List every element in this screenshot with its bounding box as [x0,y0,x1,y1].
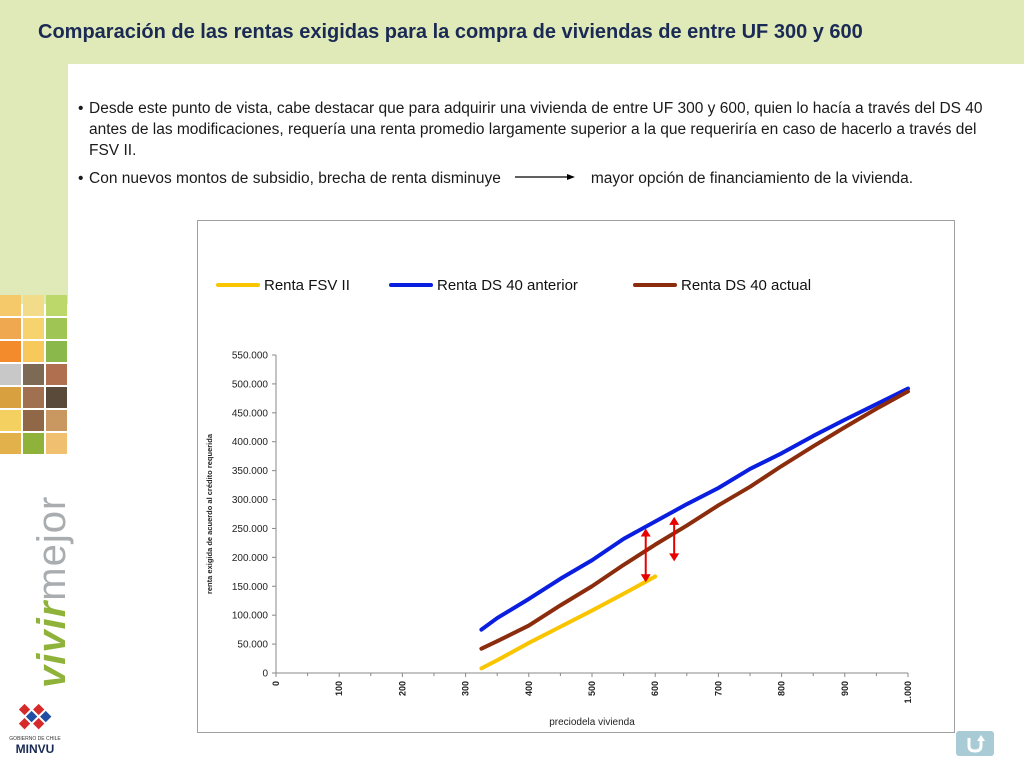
mosaic-tile [46,364,67,385]
bullet-item [78,168,1000,189]
x-tick-label: 400 [523,681,534,697]
y-tick-label: 450.000 [231,408,268,420]
mosaic-tile [46,295,67,316]
x-tick-label: 500 [587,681,597,697]
series-line [481,389,908,630]
legend-label: Renta DS 40 anterior [437,277,578,294]
logo-org-text: MINVU [15,742,55,756]
y-tick-label: 300.000 [231,495,268,507]
mosaic-tile [0,364,21,385]
side-band [0,64,68,304]
x-tick-label: 700 [713,681,724,697]
right-arrow-icon [515,172,575,182]
legend-label: Renta FSV II [264,277,350,294]
series-line [481,391,908,648]
mosaic-tile [23,364,44,385]
mosaic-tile [46,410,67,431]
logo-gov-text: GOBIERNO DE CHILE [9,736,61,742]
brand-text-light: mejor [30,495,74,601]
bullet-marker: • [78,100,84,117]
brand-text-strong: vivir [30,600,74,688]
bullet-text-before-arrow: Con nuevos montos de subsidio, brecha de renta disminuye [89,170,501,187]
gap-arrow-head-up [669,517,679,525]
y-tick-label: 400.000 [231,437,268,449]
bullet-list [78,98,1000,196]
y-tick-label: 250.000 [231,523,268,535]
series-line [481,576,655,668]
mosaic-tile [0,433,21,454]
line-chart [198,221,954,732]
slide-title: Comparación de las rentas exigidas para la compra de viviendas de entre UF 300 y 600 [38,21,863,43]
y-tick-label: 200.000 [231,552,268,564]
y-axis-label: renta exigida de acuerdo al crédito requerida [205,433,214,595]
y-tick-label: 550.000 [231,350,268,362]
mosaic-tile [23,387,44,408]
vivir-mejor-logo [30,496,75,688]
y-tick-label: 50.000 [237,639,268,651]
x-tick-label: 100 [334,681,345,697]
return-icon [956,731,994,756]
minvu-logo [4,700,62,760]
y-tick-label: 150.000 [231,581,268,593]
mosaic-tile [23,341,44,362]
gap-arrow-head-down [669,553,679,561]
photo-mosaic [0,295,68,480]
mosaic-tile [46,318,67,339]
bullet-marker: • [78,170,84,187]
mosaic-tile [0,318,21,339]
mosaic-tile [46,387,67,408]
x-tick-label: 900 [839,681,850,697]
mosaic-tile [0,387,21,408]
government-emblem-icon [4,700,62,736]
mosaic-tile [23,433,44,454]
y-tick-label: 100.000 [231,610,268,622]
mosaic-tile [46,341,67,362]
bullet-text: Desde este punto de vista, cabe destacar que para adquirir una vivienda de entre UF 300 y 600, quien lo hacía a través del DS 40 antes de las modificaciones, requería una renta promedio largamente superior a la que requeriría en caso de hacerlo a través del FSV II. [89,100,983,159]
mosaic-tile [23,318,44,339]
x-tick-label: 300 [460,681,471,697]
x-tick-label: 800 [776,681,787,697]
mosaic-tile [0,410,21,431]
mosaic-tile [46,433,67,454]
y-tick-label: 350.000 [231,466,268,478]
x-tick-label: 600 [650,681,661,697]
bullet-item [78,98,1000,161]
bullet-text-after-arrow: mayor opción de financiamiento de la vivienda. [590,170,914,187]
mosaic-tile [0,341,21,362]
x-tick-label: 200 [397,681,408,697]
legend-label: Renta DS 40 actual [681,277,812,294]
mosaic-tile [23,410,44,431]
mosaic-tile [0,295,21,316]
y-tick-label: 0 [262,668,268,680]
return-button[interactable] [956,731,994,756]
mosaic-tile [23,295,44,316]
y-tick-label: 500.000 [231,379,268,391]
x-tick-label: 1.000 [903,681,913,704]
x-axis-label: preciodela vivienda [549,717,635,728]
x-tick-label: 0 [271,681,281,687]
chart-frame [197,220,955,733]
